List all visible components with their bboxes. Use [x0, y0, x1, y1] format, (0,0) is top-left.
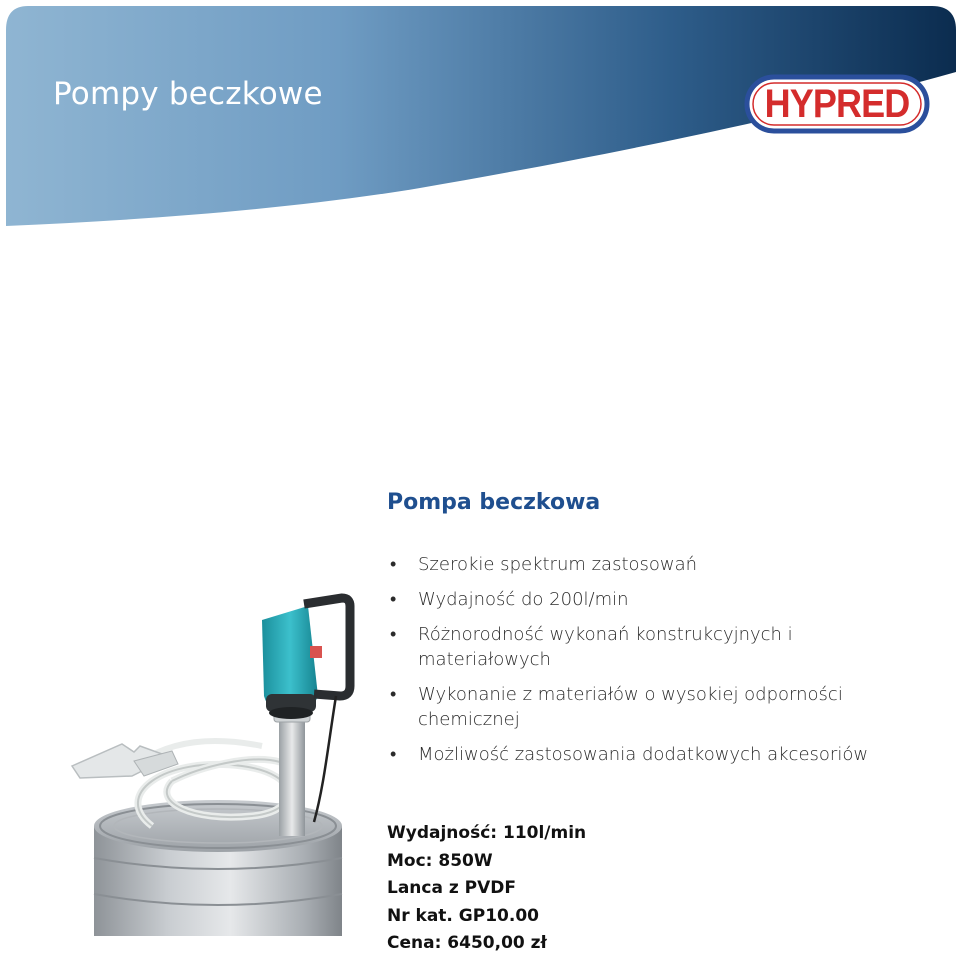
feature-text: Wydajność do 200l/min	[418, 589, 629, 610]
feature-item	[388, 622, 928, 672]
product-photo	[52, 576, 364, 936]
feature-text: Możliwość zastosowania dodatkowych akcesoriów	[418, 744, 869, 765]
page-title: Pompy beczkowe	[53, 76, 323, 112]
feature-item	[388, 587, 928, 612]
bullet-icon: •	[390, 589, 397, 610]
bullet-icon: •	[390, 554, 397, 575]
logo-text: HYPRED	[764, 81, 910, 126]
feature-list	[388, 552, 928, 777]
bullet-icon: •	[390, 624, 397, 645]
bullet-icon: •	[390, 744, 397, 765]
product-title: Pompa beczkowa	[387, 490, 601, 515]
spec-catalog-number: Nr kat. GP10.00	[387, 905, 539, 926]
bullet-icon: •	[390, 684, 397, 705]
spec-capacity: Wydajność: 110l/min	[387, 823, 587, 843]
feature-item	[388, 682, 928, 732]
feature-item	[388, 742, 928, 767]
spec-price: Cena: 6450,00 zł	[387, 933, 547, 953]
feature-item	[388, 552, 928, 577]
spec-lance: Lanca z PVDF	[387, 878, 517, 898]
feature-text: Wykonanie z materiałów o wysokiej odporności chemicznej	[418, 684, 843, 730]
feature-text: Szerokie spektrum zastosowań	[418, 554, 698, 575]
header-banner	[0, 0, 960, 230]
spec-power: Moc: 850W	[387, 850, 493, 871]
hypred-logo	[744, 74, 930, 134]
spec-list	[387, 820, 586, 958]
feature-text: Różnorodność wykonań konstrukcyjnych i materiałowych	[418, 624, 793, 670]
drum-pump-image	[52, 576, 364, 936]
